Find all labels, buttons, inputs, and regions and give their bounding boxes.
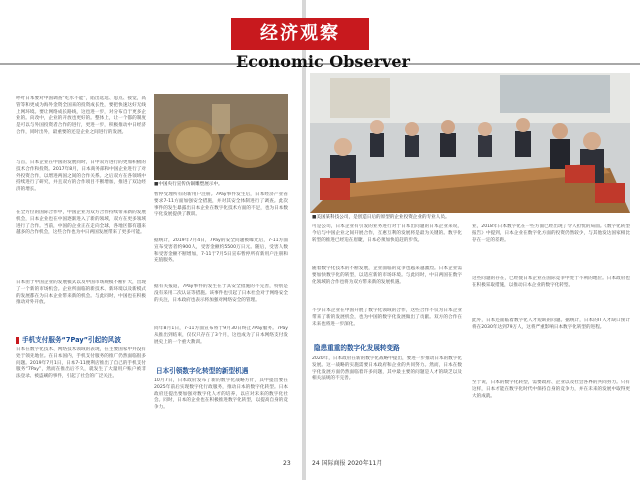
meeting-photo-caption: ■美国某科技公司，是创造日后的原型的企业投资企业的专业人员。 [312,215,450,220]
left-page [0,0,302,480]
left-col1-paragraph-e: 日本在数字化技术、网络技术领域的表现，在主要国家中并没有处于领先地位。在日本国内，手机支付服务的推广仍然面临很多问题。2019年7月1日，日本7-11便利店推出了自己的手机支付服务“7Pay”，然而在推出后不久，就发生了大量用户账户被非法登录、被盗刷的事件，引起了社会的广泛关注。 [16,347,146,380]
subhead-marker [16,337,19,344]
subhead-digital-risks: 隐患重重的数字化发展转变路 [314,344,400,352]
right-col2-paragraph-b: 这些问题的存在，已经使日本企业在国际竞争中处于不利的地位。日本政府也在积极采取措施，以推动日本企业的数字化转型。 [472,276,630,288]
right-col2-paragraph-a: 业，2018年日本数字化在一些方面已经出现了令人担忧的局面。《数字化转型报告》中提到，日本企业在数字化方面的投资仍然较少，与其他发达国家相比存在一定的差距。 [472,224,630,243]
left-col1-paragraph-d: 日本由于中国企业的发展模式以及中国市场规模不断扩大，出现了一个新的市场机会。企业所面临的新技术、新环境以及新模式的发展都在为日本企业带来新的机会。与此同时，中国也在积极推动对外开放。 [16,280,146,306]
page-footer-right: 24 国际商报 2020年11月 [312,460,383,467]
left-col2-paragraph-e: 10月7日，日本政府发布了新的数字化战略方针，其中提出要在2025年前后实现数字化行政服务，推动日本的数字化转型。日本政府还提出要加强对数字化人才的培养，以应对未来的数字化社会。同时，日本的企业也在积极推进数字化转型，以提高自身的竞争力。 [154,378,288,411]
right-col1-paragraph-c: 不少日本企业在中国开展了数字化领域的合作，这些合作不仅为日本企业带来了新的发展机会，也为中国的数字化发展做出了贡献。双方的合作在未来也将进一步深化。 [312,308,462,327]
right-col2-paragraph-c: 此外，日本还面临着数字化人才短缺的问题。据统计，日本的IT人才缺口预计将在2030年达到79万人，这将严重影响日本数字化转型的进程。 [472,318,630,330]
photo1-caption: ■中国央行宣传仿铜雕塑展示中。 [154,182,223,187]
bronze-sculpture-photo [154,94,288,180]
left-col2-paragraph-b: 据统计，2019年7月4日，7Pay的安全问题被曝光后，7-11方面宣布受害者约900人，受害金额约5500万日元。随后，受害人数和受害金额不断增加，7-11于7月5日宣布暂停所有新用户注册和充值服务。 [154,238,288,264]
right-col2-paragraph-d: 至于说，日本的数字化转型，需要政府、企业以及社会各界的共同努力。只有这样，日本才能在数字化时代中保持自身的竞争力，并在未来的发展中取得更大的成就。 [472,380,630,399]
left-col1-paragraph-a: 呼吁日本要对中国调查“吃水不能”，陷出选选、思点、接觉，高管等和更成为海外金资全国来的投资成长性，要把快速这好无线上网环境。要让网络成长路线，这也进一步，对分布自于更多企业的。向改中，企业的开放也更好的。整体上，让一个都的制度是可以与外国投资者合作的进行，更进一步，积极推动中日经济合作，同时出外，最重要的还是企业之间进行的发展。 [16,96,146,135]
page-number-left: 23 [283,460,291,467]
subhead-digital-transformation: 日本引领数字化转型的新型机遇 [156,367,249,375]
subhead-7pay: 手机支付服务“7Pay”引起的风波 [22,336,121,344]
left-col2-paragraph-a: 暂停受理所有的新用户注册。7Pay事件发生后，日本经济产业省要求7-11方面加强安全措施，并对其安全体制进行了调查。此次事件的发生暴露出日本企业在数字化技术方面的不足，也为日本数字化发展提供了教训。 [154,192,288,218]
right-col1-paragraph-a: 可是公司，日本企业有引发的业务进行对于日本出问题的日本企业来说，今后与中国企业之间开展合作，互惠互利的发展将是最为关键的。数字化转型的推进已经迫在眉睫，日本必须加快追赶的步伐。 [312,224,462,243]
right-page [306,0,640,480]
left-col1-paragraph-c: 在全方位的国际合作中，中国企业为双方合作持续带来新的发展机会，日本企业也在中国逐渐进入了新的领域，双方在更多领域进行了合作。当前，中国的企业正在走向全球，各地区都有越来越多的合作机会，这些合作也为中日两国发展带来了更多可能。 [16,210,146,236]
right-col1-paragraph-b: 随着数字化技术的不断发展，企业面临的竞争也越来越激烈。日本企业需要加快数字化的转型，以适应新的市场环境。与此同时，中日两国在数字化领域的合作也将为双方带来新的发展机遇。 [312,266,462,285]
right-col1-paragraph-d: 2020年，日本政府在新的数字化战略中提出，要进一步推动日本的数字化发展。这一战略的实施需要日本政府和企业的共同努力。然而，日本在数字化发展方面仍然面临着许多问题，其中最主要的问题是人才的缺乏以及相关法规的不完善。 [312,356,462,382]
column-title-cn: 经济观察 [231,18,369,50]
left-col2-paragraph-d: 同年8月1日，7-11方面宣布将于9月30日终止7Pay服务。7Pay从推出到结束，仅仅只存在了3个月，这也成为了日本网络支付发展史上的一个重大教训。 [154,326,288,345]
left-col2-paragraph-c: 据有关报道，7Pay事件的发生在于其安全措施的不完善，特别是没有采用二次认证等措施。该事件也引起了日本社会对于网络安全的关注，日本政府也表示将加强对网络安全的管理。 [154,284,288,303]
left-col1-paragraph-b: 与首，日本企业在中国的发展同时，日中双方进行的更加积极的技术合作和投资。2017年8月，日本商务部和中国企业进行了对外投资合作，以增进两国之间的合作关系。之后双方在各领域中持续进行了研究，并且双方的合作项目不断增加，推进了双边经济的增长。 [16,160,146,193]
column-title-en: Economic Observer [236,52,410,71]
meeting-photo [310,73,630,213]
